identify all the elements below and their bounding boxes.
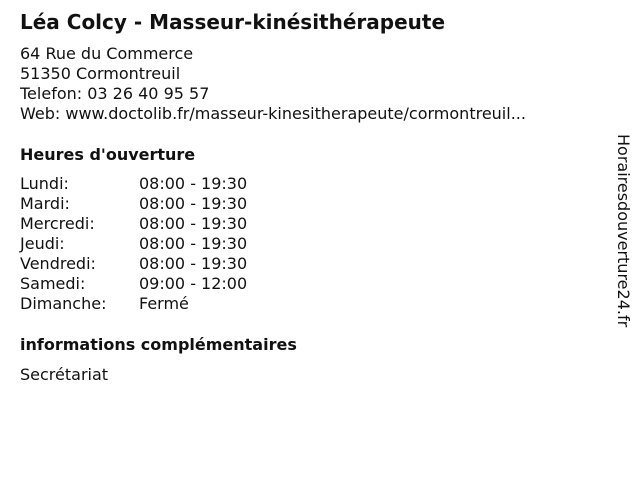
opening-hours-heading: Heures d'ouverture [20, 145, 196, 164]
address-city: 51350 Cormontreuil [20, 64, 181, 83]
time-value: 08:00 - 19:30 [139, 214, 248, 233]
opening-hours-table [20, 174, 247, 314]
hours-row-sunday [20, 294, 247, 314]
additional-info-text: Secrétariat [20, 365, 109, 384]
hours-row-wednesday [20, 214, 247, 234]
page-title: Léa Colcy - Masseur-kinésithérapeute [20, 10, 446, 34]
contact-block [20, 44, 526, 124]
day-label: Samedi: [20, 274, 86, 293]
website-link[interactable]: Web: www.doctolib.fr/masseur-kinesitherapeute/cormontreuil... [20, 104, 526, 123]
additional-info-heading: informations complémentaires [20, 335, 297, 354]
time-value: 08:00 - 19:30 [139, 174, 248, 193]
hours-row-friday [20, 254, 247, 274]
hours-row-monday [20, 174, 247, 194]
time-value: 08:00 - 19:30 [139, 234, 248, 253]
day-label: Lundi: [20, 174, 69, 193]
time-value: 09:00 - 12:00 [139, 274, 248, 293]
day-label: Dimanche: [20, 294, 107, 313]
address-street: 64 Rue du Commerce [20, 44, 194, 63]
time-value: 08:00 - 19:30 [139, 254, 248, 273]
time-value: Fermé [139, 294, 189, 313]
site-watermark: Horairesdouverture24.fr [614, 134, 633, 328]
day-label: Mardi: [20, 194, 70, 213]
hours-row-saturday [20, 274, 247, 294]
day-label: Jeudi: [20, 234, 65, 253]
day-label: Mercredi: [20, 214, 95, 233]
hours-row-thursday [20, 234, 247, 254]
day-label: Vendredi: [20, 254, 96, 273]
time-value: 08:00 - 19:30 [139, 194, 248, 213]
hours-row-tuesday [20, 194, 247, 214]
phone-number: Telefon: 03 26 40 95 57 [20, 84, 210, 103]
